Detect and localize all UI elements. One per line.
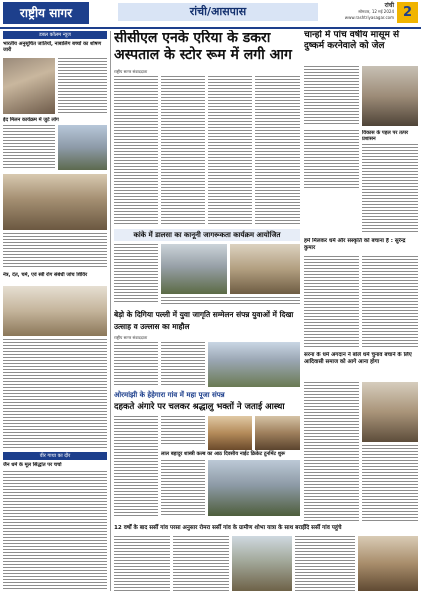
bottom-photo-1	[232, 536, 292, 591]
kanke-banner-headline: कांके में डालसा का कानूनी जागरूकता कार्यक्रम आयोजित	[114, 229, 300, 241]
right-small-text-b	[362, 256, 418, 348]
left-bottom-header: वीर गाथा का दौर	[3, 452, 107, 460]
vikas-headline: विकास के पहल पर तत्पर प्रशासन	[362, 130, 409, 142]
left-story2-text	[3, 125, 55, 170]
bottom-text-col1	[114, 536, 170, 591]
ormanjhi-headline: ओरमांझी के हेहेगारा गांव में महा पूजा संपन्न	[114, 391, 225, 399]
lead-text-col4	[255, 76, 300, 226]
left-story3-photo	[3, 174, 107, 230]
vikas-text	[362, 144, 418, 234]
left-story1-photo	[3, 58, 55, 114]
left-story2-photo	[58, 125, 107, 170]
cricket-photo	[208, 460, 300, 516]
beda-byline: राष्ट्रीय सागर संवाददाता	[114, 335, 148, 340]
lead-text-col3	[208, 76, 252, 226]
ormanjhi-photo-1	[208, 416, 252, 450]
paper-name: राष्ट्रीय सागर	[3, 2, 89, 24]
right-lead-photo	[362, 66, 418, 126]
city-label: रांची	[384, 2, 394, 9]
left-column-header: डबल कॉलम न्यूज	[3, 31, 107, 39]
bottom-text-col3	[295, 536, 355, 591]
right-lead-text-b	[304, 130, 359, 190]
left-story1-headline: भारतीय अनुसूचित जातियों, नाबालिग बच्चों का शोषण जारी	[3, 41, 102, 53]
beda-text-col2	[161, 342, 205, 387]
bottom-banner-headline: 12 वर्षों के बाद सर्सी गांव परसा अनुसार रोमरा सर्सी गांव के ग्रामीण शोभा यात्रा के साथ बराईंदि सर्सी गांव पहुंचे	[114, 525, 342, 531]
lead-byline: राष्ट्रीय सागर संवाददाता	[114, 69, 148, 74]
cricket-text	[161, 460, 205, 516]
right-vertical-text-b	[362, 445, 418, 522]
date-line: सोमवार, 12 मई 2024	[358, 9, 394, 14]
kanke-text	[114, 244, 158, 304]
left-story3-text-a	[3, 233, 107, 269]
bottom-photo-2	[358, 536, 418, 591]
right-lead-text-a	[304, 66, 359, 126]
right-vertical-photo	[362, 382, 418, 442]
bottom-text-col2	[173, 536, 229, 591]
left-story2-headline: ईद मिलन कार्यक्रम में जुटे लोग	[3, 117, 59, 123]
ormanjhi-photo-2	[255, 416, 300, 450]
section-title: रांची/आसपास	[118, 3, 318, 21]
ormanjhi-text-col2	[161, 416, 205, 446]
left-story3-photo2	[3, 286, 107, 336]
kanke-photo-2	[230, 244, 300, 294]
beda-headline: बेड़ो के दिगिया पल्ली में युवा जागृति सम्मेलन संपन्न युवाओं में दिखा उत्साह व उल्लास का माहौल	[114, 310, 294, 331]
beda-text-col1	[114, 342, 158, 387]
kanke-photo-1	[161, 244, 227, 294]
left-bottom-text	[3, 471, 107, 591]
right-lead-headline: चान्हो में पांच वर्षीय मासूम से दुष्कर्म करनेवाले को जेल	[304, 30, 400, 51]
lead-headline: सीसीएल एनके एरिया के डकरा अस्पताल के स्टोर रूम में लगी आग	[114, 30, 292, 63]
website: www.rashtriyasagar.com	[344, 15, 394, 20]
left-bottom-headline: जैन धर्म के मूल सिद्धांत पर चर्चा	[3, 462, 62, 468]
cricket-headline: लाल बहादुर शास्त्री कल्ब का आठ दिवसीय नाईट क्रिकेट टूर्नामेंट शुरू	[161, 451, 286, 457]
lead-text-col1	[114, 76, 158, 226]
lead-text-col2	[161, 76, 205, 226]
masthead	[0, 0, 421, 29]
left-story3-text-b	[3, 339, 107, 449]
left-story1-text	[58, 58, 107, 114]
beda-photo	[208, 342, 300, 387]
masthead-info	[322, 2, 394, 22]
dahakte-headline: दहकते अंगारे पर चलकर श्रद्धालु भक्तों ने जताई आस्था	[114, 402, 285, 412]
right-small-headline: हमें मिलकर धर्म और संस्कृति को बचाना है : सुरेन्द्र कुमार	[304, 238, 406, 251]
kanke-caption	[161, 297, 300, 306]
left-column-divider	[110, 31, 111, 591]
right-small-text-a	[304, 256, 359, 348]
right-vertical-text-a	[304, 382, 359, 522]
ormanjhi-text-col1	[114, 416, 158, 516]
right-vertical-headline: सरना के धर्म अंगदान ने बोले धर्म चुनाव बचाने के लिए आदिवासी समाज को आगे आना होगा	[304, 352, 412, 365]
left-story3-headline: नेत्र, दंत, चर्म, एवं स्त्री रोग संबंधी जांच शिविर	[3, 272, 88, 278]
page-number: 2	[397, 2, 418, 23]
